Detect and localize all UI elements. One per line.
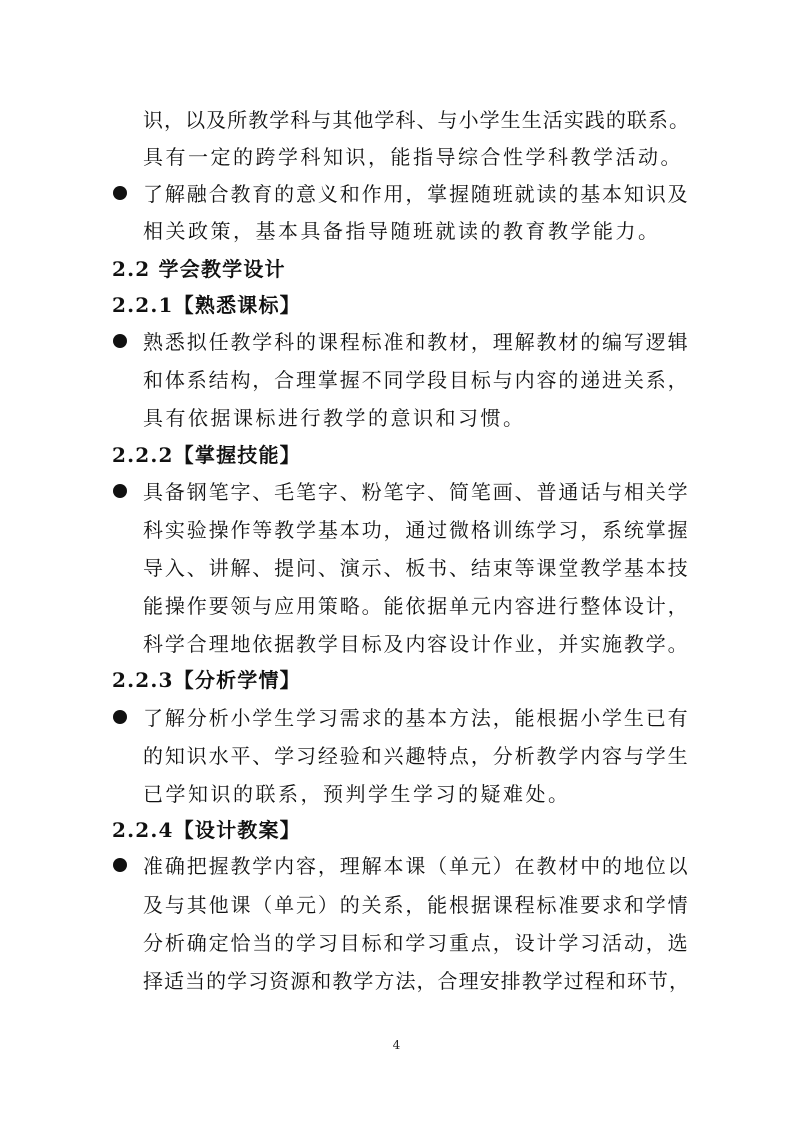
body-line: 科实验操作等教学基本功，通过微格训练学习，系统掌握 [143,518,690,542]
body-line: 具有依据课标进行教学的意识和习惯。 [143,406,526,430]
subsection-heading: 2.2.3【分析学情】 [112,668,301,692]
body-line: 导入、讲解、提问、演示、板书、结束等课堂教学基本技 [143,556,690,580]
body-line: 了解融合教育的意义和作用，掌握随班就读的基本知识及 [143,182,690,206]
body-line: 了解分析小学生学习需求的基本方法，能根据小学生已有 [143,706,690,730]
body-line: 识，以及所教学科与其他学科、与小学生生活实践的联系。 [143,108,690,132]
bullet-icon [113,186,127,200]
page-number: 4 [392,1038,401,1052]
body-line: 及与其他课（单元）的关系，能根据课程标准要求和学情 [143,893,690,917]
subsection-heading: 2.2.1【熟悉课标】 [112,293,301,317]
body-line: 准确把握教学内容，理解本课（单元）在教材中的地位以 [143,854,690,878]
bullet-icon [113,484,127,498]
bullet-icon [113,334,127,348]
body-line: 具有一定的跨学科知识，能指导综合性学科教学活动。 [143,145,683,169]
body-line: 择适当的学习资源和教学方法，合理安排教学过程和环节， [143,969,690,993]
body-line: 相关政策，基本具备指导随班就读的教育教学能力。 [143,219,661,243]
body-line: 科学合理地依据教学目标及内容设计作业，并实施教学。 [143,632,690,656]
section-heading: 2.2 学会教学设计 [112,257,286,281]
body-line: 已学知识的联系，预判学生学习的疑难处。 [143,782,571,806]
body-line: 和体系结构，合理掌握不同学段目标与内容的递进关系， [143,368,690,392]
body-line: 的知识水平、学习经验和兴趣特点，分析教学内容与学生 [143,744,690,768]
body-line: 能操作要领与应用策略。能依据单元内容进行整体设计， [143,594,690,618]
body-line: 分析确定恰当的学习目标和学习重点，设计学习活动，选 [143,931,690,955]
bullet-icon [113,710,127,724]
body-line: 熟悉拟任教学科的课程标准和教材，理解教材的编写逻辑 [143,330,690,354]
subsection-heading: 2.2.4【设计教案】 [112,818,301,842]
body-line: 具备钢笔字、毛笔字、粉笔字、简笔画、普通话与相关学 [143,480,690,504]
subsection-heading: 2.2.2【掌握技能】 [112,443,301,467]
bullet-icon [113,858,127,872]
